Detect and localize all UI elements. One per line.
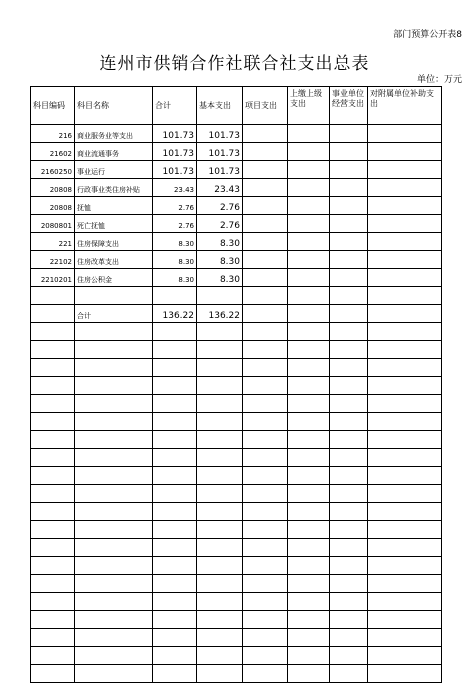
cell-total	[153, 395, 197, 413]
cell-project	[243, 539, 288, 557]
cell-total	[153, 359, 197, 377]
cell-code	[31, 395, 75, 413]
cell-total: 8.30	[153, 233, 197, 251]
cell-remit-superior	[288, 161, 330, 179]
cell-business-operation	[330, 341, 368, 359]
cell-subsidiary-subsidy	[368, 395, 442, 413]
cell-remit-superior	[288, 341, 330, 359]
cell-total	[153, 629, 197, 647]
cell-code	[31, 521, 75, 539]
cell-project	[243, 485, 288, 503]
cell-total	[153, 467, 197, 485]
cell-subsidiary-subsidy	[368, 629, 442, 647]
cell-name	[75, 467, 153, 485]
cell-basic	[197, 431, 243, 449]
cell-subsidiary-subsidy	[368, 197, 442, 215]
table-row	[31, 215, 442, 233]
cell-subsidiary-subsidy	[368, 269, 442, 287]
blank-row	[31, 377, 442, 395]
cell-subsidiary-subsidy	[368, 323, 442, 341]
cell-remit-superior	[288, 413, 330, 431]
cell-name	[75, 629, 153, 647]
cell-code	[31, 665, 75, 683]
header-code: 科目编码	[31, 87, 75, 125]
cell-basic	[197, 485, 243, 503]
header-subsidiary-subsidy: 对附属单位补助支出	[368, 87, 442, 125]
blank-row	[31, 647, 442, 665]
cell-code	[31, 485, 75, 503]
cell-basic	[197, 467, 243, 485]
cell-remit-superior	[288, 521, 330, 539]
cell-total	[153, 431, 197, 449]
cell-subsidiary-subsidy	[368, 143, 442, 161]
cell-subsidiary-subsidy	[368, 287, 442, 305]
cell-business-operation	[330, 665, 368, 683]
cell-basic	[197, 647, 243, 665]
header-project: 项目支出	[243, 87, 288, 125]
cell-project	[243, 557, 288, 575]
cell-remit-superior	[288, 251, 330, 269]
cell-business-operation	[330, 377, 368, 395]
cell-total	[153, 539, 197, 557]
cell-basic	[197, 539, 243, 557]
cell-code: 2210201	[31, 269, 75, 287]
cell-code: 2080801	[31, 215, 75, 233]
table-row	[31, 305, 442, 323]
cell-basic	[197, 665, 243, 683]
cell-basic: 8.30	[197, 233, 243, 251]
cell-name	[75, 449, 153, 467]
cell-name	[75, 647, 153, 665]
cell-code: 2160250	[31, 161, 75, 179]
cell-basic: 8.30	[197, 269, 243, 287]
cell-business-operation	[330, 323, 368, 341]
cell-remit-superior	[288, 197, 330, 215]
blank-row	[31, 341, 442, 359]
cell-subsidiary-subsidy	[368, 233, 442, 251]
cell-subsidiary-subsidy	[368, 161, 442, 179]
cell-name: 死亡抚恤	[75, 215, 153, 233]
cell-total: 2.76	[153, 215, 197, 233]
cell-code	[31, 323, 75, 341]
cell-business-operation	[330, 287, 368, 305]
cell-project	[243, 305, 288, 323]
cell-project	[243, 665, 288, 683]
cell-code	[31, 629, 75, 647]
cell-business-operation	[330, 215, 368, 233]
blank-row	[31, 539, 442, 557]
cell-remit-superior	[288, 287, 330, 305]
cell-project	[243, 467, 288, 485]
cell-project	[243, 125, 288, 143]
cell-total	[153, 557, 197, 575]
cell-name: 行政事业类住房补贴	[75, 179, 153, 197]
cell-total: 136.22	[153, 305, 197, 323]
cell-total: 101.73	[153, 143, 197, 161]
blank-row	[31, 395, 442, 413]
cell-subsidiary-subsidy	[368, 539, 442, 557]
cell-basic	[197, 341, 243, 359]
cell-business-operation	[330, 521, 368, 539]
cell-code	[31, 449, 75, 467]
cell-total	[153, 485, 197, 503]
cell-business-operation	[330, 449, 368, 467]
cell-total	[153, 413, 197, 431]
cell-remit-superior	[288, 395, 330, 413]
cell-remit-superior	[288, 179, 330, 197]
cell-project	[243, 611, 288, 629]
blank-row	[31, 413, 442, 431]
cell-basic	[197, 503, 243, 521]
table-row	[31, 233, 442, 251]
cell-code: 20808	[31, 179, 75, 197]
cell-subsidiary-subsidy	[368, 125, 442, 143]
blank-row	[31, 503, 442, 521]
cell-subsidiary-subsidy	[368, 305, 442, 323]
cell-total	[153, 611, 197, 629]
cell-subsidiary-subsidy	[368, 179, 442, 197]
cell-basic	[197, 287, 243, 305]
cell-name	[75, 377, 153, 395]
cell-business-operation	[330, 143, 368, 161]
cell-name	[75, 287, 153, 305]
table-row	[31, 287, 442, 305]
cell-total	[153, 377, 197, 395]
expenditure-table	[30, 86, 442, 683]
cell-code	[31, 575, 75, 593]
cell-total	[153, 449, 197, 467]
cell-name: 事业运行	[75, 161, 153, 179]
cell-remit-superior	[288, 629, 330, 647]
cell-basic: 2.76	[197, 197, 243, 215]
cell-project	[243, 449, 288, 467]
table-row	[31, 161, 442, 179]
cell-project	[243, 395, 288, 413]
cell-project	[243, 179, 288, 197]
cell-basic	[197, 557, 243, 575]
cell-total	[153, 323, 197, 341]
cell-total	[153, 665, 197, 683]
cell-code	[31, 503, 75, 521]
cell-total	[153, 521, 197, 539]
cell-remit-superior	[288, 485, 330, 503]
cell-name	[75, 665, 153, 683]
cell-business-operation	[330, 179, 368, 197]
cell-total	[153, 287, 197, 305]
cell-subsidiary-subsidy	[368, 485, 442, 503]
cell-code	[31, 467, 75, 485]
header-basic: 基本支出	[197, 87, 243, 125]
cell-business-operation	[330, 575, 368, 593]
cell-total	[153, 341, 197, 359]
cell-business-operation	[330, 431, 368, 449]
cell-project	[243, 431, 288, 449]
cell-code	[31, 305, 75, 323]
blank-row	[31, 431, 442, 449]
cell-project	[243, 143, 288, 161]
cell-basic	[197, 359, 243, 377]
cell-business-operation	[330, 485, 368, 503]
cell-subsidiary-subsidy	[368, 431, 442, 449]
blank-row	[31, 521, 442, 539]
table-row	[31, 251, 442, 269]
blank-row	[31, 467, 442, 485]
cell-code	[31, 413, 75, 431]
cell-basic	[197, 521, 243, 539]
blank-row	[31, 665, 442, 683]
header-name: 科目名称	[75, 87, 153, 125]
blank-row	[31, 611, 442, 629]
cell-basic	[197, 377, 243, 395]
cell-project	[243, 575, 288, 593]
cell-name	[75, 557, 153, 575]
cell-remit-superior	[288, 305, 330, 323]
cell-business-operation	[330, 557, 368, 575]
cell-remit-superior	[288, 449, 330, 467]
cell-project	[243, 215, 288, 233]
cell-project	[243, 647, 288, 665]
cell-basic: 8.30	[197, 251, 243, 269]
cell-code: 20808	[31, 197, 75, 215]
cell-remit-superior	[288, 557, 330, 575]
table-row	[31, 125, 442, 143]
cell-name	[75, 413, 153, 431]
unit-label: 单位：万元	[416, 75, 462, 85]
cell-project	[243, 233, 288, 251]
cell-remit-superior	[288, 233, 330, 251]
cell-basic: 101.73	[197, 143, 243, 161]
cell-name	[75, 359, 153, 377]
cell-remit-superior	[288, 359, 330, 377]
blank-row	[31, 323, 442, 341]
cell-name	[75, 323, 153, 341]
page-tag: 部门预算公开表8	[393, 30, 462, 40]
cell-basic	[197, 449, 243, 467]
cell-basic	[197, 323, 243, 341]
cell-project	[243, 359, 288, 377]
cell-total: 23.43	[153, 179, 197, 197]
cell-business-operation	[330, 629, 368, 647]
cell-name: 住房改革支出	[75, 251, 153, 269]
cell-subsidiary-subsidy	[368, 611, 442, 629]
cell-code: 21602	[31, 143, 75, 161]
cell-remit-superior	[288, 143, 330, 161]
blank-row	[31, 557, 442, 575]
cell-name	[75, 485, 153, 503]
cell-business-operation	[330, 269, 368, 287]
cell-project	[243, 377, 288, 395]
cell-business-operation	[330, 539, 368, 557]
cell-code	[31, 431, 75, 449]
cell-basic: 2.76	[197, 215, 243, 233]
cell-subsidiary-subsidy	[368, 359, 442, 377]
cell-code	[31, 557, 75, 575]
cell-remit-superior	[288, 611, 330, 629]
blank-row	[31, 449, 442, 467]
cell-remit-superior	[288, 323, 330, 341]
cell-business-operation	[330, 125, 368, 143]
cell-subsidiary-subsidy	[368, 377, 442, 395]
cell-project	[243, 251, 288, 269]
cell-name	[75, 575, 153, 593]
header-remit-superior: 上缴上级支出	[288, 87, 330, 125]
cell-subsidiary-subsidy	[368, 467, 442, 485]
header-business-operation: 事业单位经营支出	[330, 87, 368, 125]
cell-basic: 136.22	[197, 305, 243, 323]
cell-remit-superior	[288, 575, 330, 593]
cell-name: 抚恤	[75, 197, 153, 215]
cell-project	[243, 197, 288, 215]
cell-remit-superior	[288, 539, 330, 557]
blank-row	[31, 485, 442, 503]
cell-subsidiary-subsidy	[368, 503, 442, 521]
cell-name: 商业流通事务	[75, 143, 153, 161]
cell-code: 216	[31, 125, 75, 143]
cell-project	[243, 323, 288, 341]
cell-remit-superior	[288, 125, 330, 143]
cell-business-operation	[330, 395, 368, 413]
cell-business-operation	[330, 647, 368, 665]
cell-name: 住房保障支出	[75, 233, 153, 251]
cell-business-operation	[330, 305, 368, 323]
cell-business-operation	[330, 503, 368, 521]
cell-subsidiary-subsidy	[368, 557, 442, 575]
cell-total	[153, 575, 197, 593]
cell-subsidiary-subsidy	[368, 647, 442, 665]
cell-name	[75, 521, 153, 539]
cell-basic	[197, 575, 243, 593]
cell-basic: 23.43	[197, 179, 243, 197]
cell-business-operation	[330, 611, 368, 629]
cell-code	[31, 341, 75, 359]
cell-subsidiary-subsidy	[368, 215, 442, 233]
cell-name: 合计	[75, 305, 153, 323]
cell-subsidiary-subsidy	[368, 449, 442, 467]
blank-row	[31, 359, 442, 377]
cell-business-operation	[330, 197, 368, 215]
cell-name	[75, 431, 153, 449]
document-title: 连州市供销合作社联合社支出总表	[99, 54, 370, 74]
cell-total	[153, 503, 197, 521]
cell-business-operation	[330, 467, 368, 485]
cell-remit-superior	[288, 467, 330, 485]
cell-total	[153, 647, 197, 665]
cell-remit-superior	[288, 647, 330, 665]
cell-project	[243, 413, 288, 431]
cell-basic: 101.73	[197, 161, 243, 179]
cell-basic	[197, 395, 243, 413]
cell-basic	[197, 413, 243, 431]
cell-code	[31, 359, 75, 377]
cell-business-operation	[330, 413, 368, 431]
cell-remit-superior	[288, 503, 330, 521]
cell-subsidiary-subsidy	[368, 521, 442, 539]
cell-code	[31, 377, 75, 395]
cell-business-operation	[330, 161, 368, 179]
cell-total: 101.73	[153, 161, 197, 179]
cell-name: 住房公积金	[75, 269, 153, 287]
cell-name	[75, 539, 153, 557]
table-row	[31, 179, 442, 197]
cell-total: 101.73	[153, 125, 197, 143]
cell-project	[243, 287, 288, 305]
cell-business-operation	[330, 359, 368, 377]
cell-remit-superior	[288, 215, 330, 233]
cell-project	[243, 629, 288, 647]
table-row	[31, 197, 442, 215]
cell-total: 8.30	[153, 269, 197, 287]
cell-remit-superior	[288, 665, 330, 683]
cell-code	[31, 647, 75, 665]
cell-code: 22102	[31, 251, 75, 269]
cell-subsidiary-subsidy	[368, 341, 442, 359]
cell-total: 8.30	[153, 251, 197, 269]
cell-project	[243, 341, 288, 359]
cell-basic: 101.73	[197, 125, 243, 143]
cell-remit-superior	[288, 269, 330, 287]
cell-business-operation	[330, 233, 368, 251]
blank-row	[31, 575, 442, 593]
cell-name	[75, 395, 153, 413]
cell-subsidiary-subsidy	[368, 251, 442, 269]
blank-row	[31, 629, 442, 647]
table-row	[31, 143, 442, 161]
cell-total: 2.76	[153, 197, 197, 215]
cell-code	[31, 611, 75, 629]
cell-subsidiary-subsidy	[368, 575, 442, 593]
cell-code	[31, 287, 75, 305]
cell-basic	[197, 611, 243, 629]
cell-project	[243, 269, 288, 287]
cell-subsidiary-subsidy	[368, 665, 442, 683]
cell-remit-superior	[288, 377, 330, 395]
header-total: 合计	[153, 87, 197, 125]
table-row	[31, 269, 442, 287]
cell-project	[243, 161, 288, 179]
cell-remit-superior	[288, 431, 330, 449]
cell-project	[243, 521, 288, 539]
cell-business-operation	[330, 251, 368, 269]
cell-code: 221	[31, 233, 75, 251]
cell-name	[75, 611, 153, 629]
header-row	[31, 87, 442, 125]
cell-project	[243, 503, 288, 521]
cell-basic	[197, 629, 243, 647]
cell-subsidiary-subsidy	[368, 413, 442, 431]
cell-name: 商业服务业等支出	[75, 125, 153, 143]
cell-code	[31, 539, 75, 557]
cell-name	[75, 503, 153, 521]
cell-name	[75, 341, 153, 359]
